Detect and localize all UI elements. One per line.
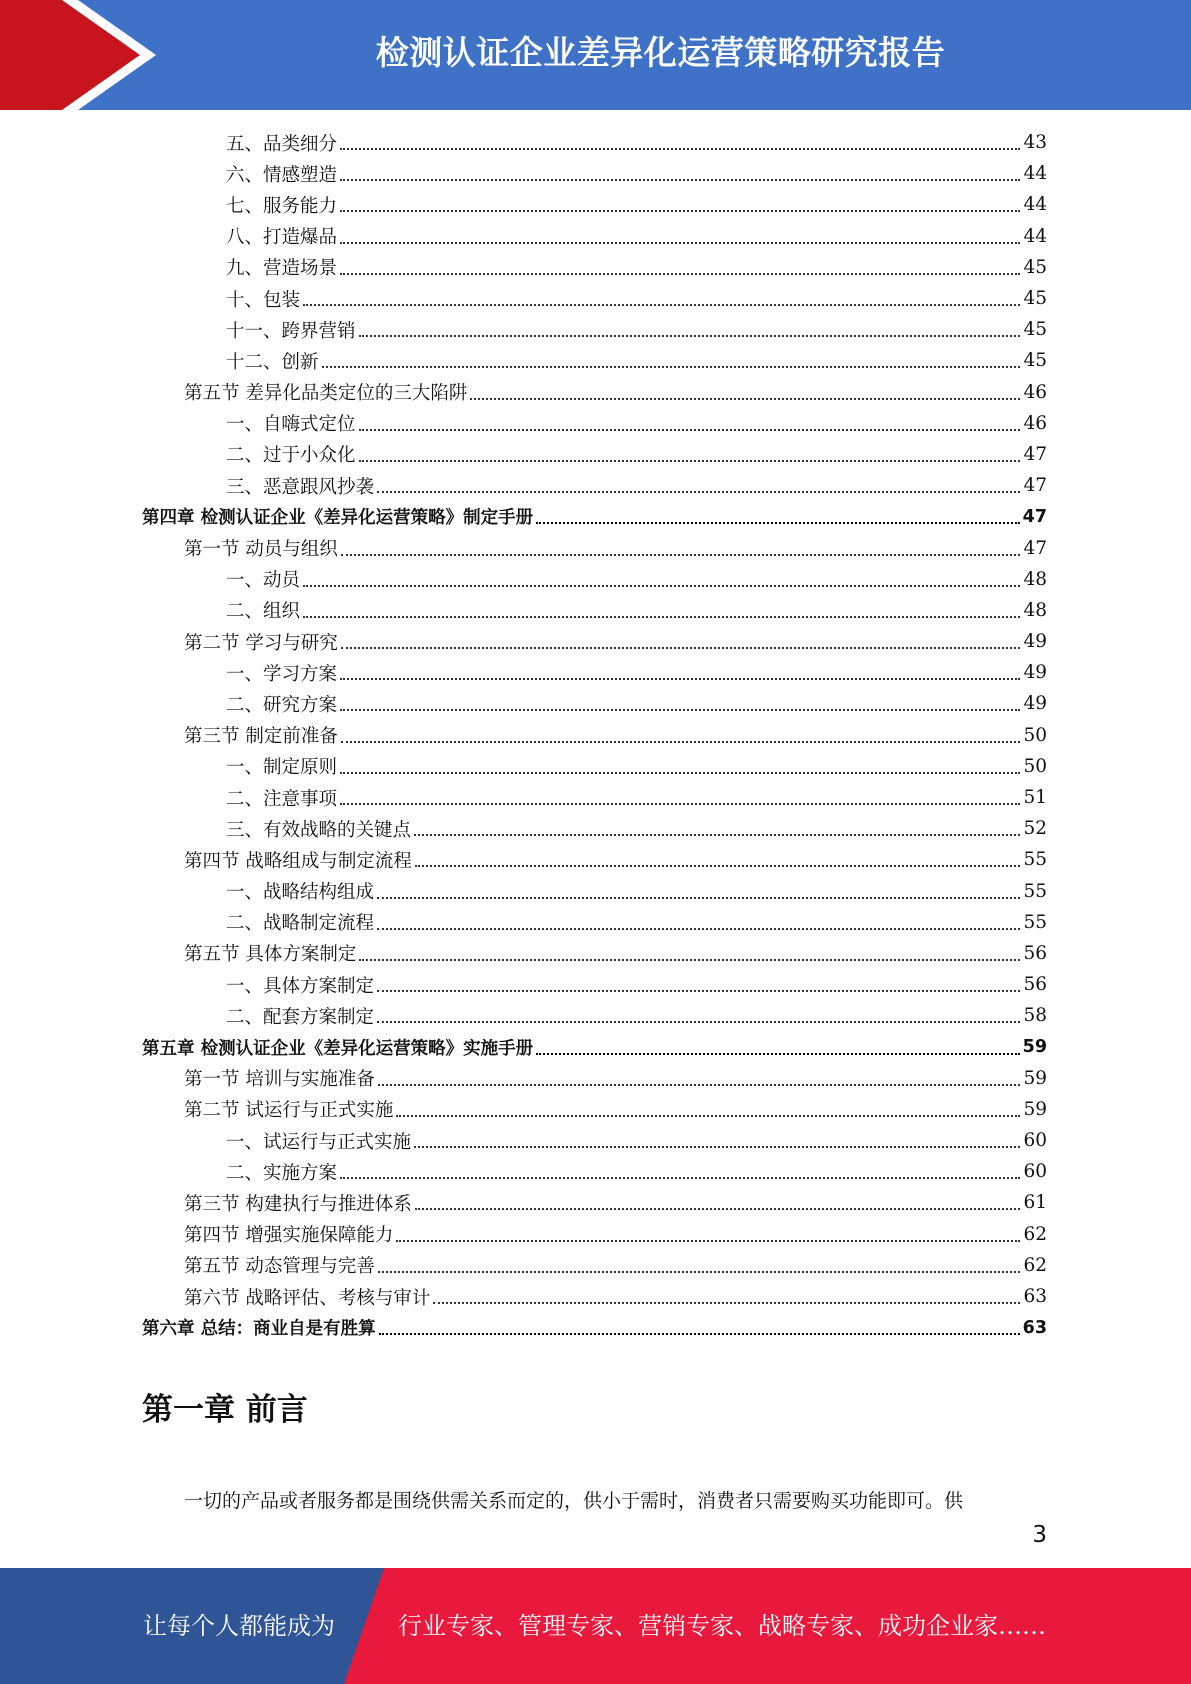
toc-entry-title: 二、配套方案制定 <box>226 1006 375 1028</box>
toc-entry-page: 60 <box>1023 1130 1047 1152</box>
footer-slogan-right: 行业专家、管理专家、营销专家、战略专家、成功企业家…… <box>398 1612 1046 1640</box>
toc-entry-item[interactable] <box>142 1000 1047 1031</box>
toc-entry-page: 44 <box>1023 194 1047 216</box>
toc-entry-section[interactable] <box>142 626 1047 657</box>
toc-entry-page: 62 <box>1023 1223 1047 1245</box>
toc-entry-page: 55 <box>1023 849 1047 871</box>
toc-entry-title: 一、制定原则 <box>226 757 338 779</box>
toc-leader-dots <box>414 833 1020 836</box>
toc-entry-page: 59 <box>1023 1067 1047 1089</box>
body-paragraph: 一切的产品或者服务都是围绕供需关系而定的，供小于需时，消费者只需要购买功能即可。供 <box>184 1490 964 1512</box>
toc-entry-title: 十、包装 <box>226 289 301 311</box>
toc-entry-item[interactable] <box>142 688 1047 719</box>
toc-entry-page: 49 <box>1023 662 1047 684</box>
toc-entry-item[interactable] <box>142 657 1047 688</box>
toc-entry-item[interactable] <box>142 127 1047 158</box>
toc-entry-page: 55 <box>1023 911 1047 933</box>
page-header <box>0 0 1191 110</box>
toc-entry-page: 60 <box>1023 1161 1047 1183</box>
toc-entry-page: 52 <box>1023 818 1047 840</box>
toc-leader-dots <box>340 771 1020 774</box>
toc-entry-title: 二、过于小众化 <box>226 445 356 467</box>
toc-entry-title: 一、动员 <box>226 570 301 592</box>
toc-entry-page: 49 <box>1023 631 1047 653</box>
toc-entry-title: 二、战略制定流程 <box>226 913 375 935</box>
toc-entry-title: 六、情感塑造 <box>226 164 338 186</box>
toc-entry-chapter[interactable] <box>142 1031 1047 1062</box>
toc-entry-page: 44 <box>1023 225 1047 247</box>
toc-leader-dots <box>340 1176 1020 1179</box>
toc-leader-dots <box>379 1332 1020 1335</box>
toc-entry-title: 第一节 培训与实施准备 <box>184 1069 375 1091</box>
toc-leader-dots <box>378 1270 1021 1273</box>
toc-entry-title: 二、组织 <box>226 601 301 623</box>
toc-entry-chapter[interactable] <box>142 501 1047 532</box>
toc-entry-page: 45 <box>1023 288 1047 310</box>
toc-entry-title: 二、研究方案 <box>226 694 338 716</box>
toc-leader-dots <box>340 209 1020 212</box>
toc-leader-dots <box>415 864 1021 867</box>
toc-entry-item[interactable] <box>142 564 1047 595</box>
toc-entry-page: 47 <box>1023 475 1047 497</box>
toc-entry-item[interactable] <box>142 158 1047 189</box>
toc-leader-dots <box>470 397 1020 400</box>
toc-entry-page: 50 <box>1023 755 1047 777</box>
toc-entry-section[interactable] <box>142 720 1047 751</box>
toc-entry-page: 47 <box>1023 537 1047 559</box>
toc-entry-item[interactable] <box>142 595 1047 626</box>
toc-leader-dots <box>340 708 1020 711</box>
toc-entry-title: 五、品类细分 <box>226 133 338 155</box>
toc-entry-title: 一、试运行与正式实施 <box>226 1131 412 1153</box>
toc-entry-title: 第三节 制定前准备 <box>184 726 338 748</box>
toc-leader-dots <box>340 802 1020 805</box>
toc-entry-section[interactable] <box>142 532 1047 563</box>
toc-entry-title: 三、恶意跟风抄袭 <box>226 476 375 498</box>
toc-entry-item[interactable] <box>142 813 1047 844</box>
toc-entry-page: 59 <box>1023 1098 1047 1120</box>
toc-entry-title: 第四节 增强实施保障能力 <box>184 1225 394 1247</box>
toc-entry-section[interactable] <box>142 1094 1047 1125</box>
toc-leader-dots <box>359 428 1021 431</box>
toc-entry-item[interactable] <box>142 1156 1047 1187</box>
toc-leader-dots <box>341 740 1021 743</box>
toc-entry-page: 45 <box>1023 350 1047 372</box>
toc-entry-title: 第五章 检测认证企业《差异化运营策略》实施手册 <box>142 1038 534 1059</box>
toc-leader-dots <box>536 1052 1020 1055</box>
toc-entry-page: 43 <box>1023 132 1047 154</box>
toc-entry-item[interactable] <box>142 283 1047 314</box>
toc-entry-page: 58 <box>1023 1005 1047 1027</box>
toc-entry-section[interactable] <box>142 1063 1047 1094</box>
toc-entry-chapter[interactable] <box>142 1312 1047 1343</box>
toc-entry-page: 61 <box>1023 1192 1047 1214</box>
toc-entry-section[interactable] <box>142 1250 1047 1281</box>
toc-entry-item[interactable] <box>142 221 1047 252</box>
page-footer <box>0 1568 1191 1684</box>
toc-entry-title: 第六章 总结：商业自是有胜算 <box>142 1319 376 1340</box>
toc-entry-section[interactable] <box>142 938 1047 969</box>
toc-entry-title: 第三节 构建执行与推进体系 <box>184 1193 412 1215</box>
toc-entry-page: 45 <box>1023 319 1047 341</box>
toc-entry-title: 第二节 试运行与正式实施 <box>184 1100 394 1122</box>
toc-leader-dots <box>340 677 1020 680</box>
toc-entry-title: 一、战略结构组成 <box>226 882 375 904</box>
toc-leader-dots <box>378 1083 1021 1086</box>
toc-entry-section[interactable] <box>142 1187 1047 1218</box>
toc-entry-page: 46 <box>1023 381 1047 403</box>
toc-entry-item[interactable] <box>142 1125 1047 1156</box>
toc-leader-dots <box>377 927 1020 930</box>
toc-leader-dots <box>377 896 1020 899</box>
toc-leader-dots <box>340 147 1020 150</box>
toc-entry-item[interactable] <box>142 345 1047 376</box>
toc-leader-dots <box>303 584 1020 587</box>
toc-entry-title: 第五节 具体方案制定 <box>184 944 357 966</box>
toc-entry-page: 47 <box>1022 506 1047 527</box>
toc-leader-dots <box>359 334 1021 337</box>
toc-leader-dots <box>414 1145 1020 1148</box>
toc-entry-section[interactable] <box>142 1281 1047 1312</box>
toc-leader-dots <box>303 615 1020 618</box>
toc-leader-dots <box>322 365 1021 368</box>
toc-leader-dots <box>377 989 1020 992</box>
toc-entry-page: 51 <box>1023 787 1047 809</box>
toc-entry-title: 七、服务能力 <box>226 195 338 217</box>
toc-entry-title: 十二、创新 <box>226 351 319 373</box>
toc-entry-title: 第四章 检测认证企业《差异化运营策略》制定手册 <box>142 508 534 529</box>
toc-entry-item[interactable] <box>142 314 1047 345</box>
toc-leader-dots <box>341 646 1021 649</box>
toc-entry-page: 62 <box>1023 1254 1047 1276</box>
report-title: 检测认证企业差异化运营策略研究报告 <box>375 33 946 72</box>
toc-leader-dots <box>340 241 1020 244</box>
toc-leader-dots <box>359 958 1020 961</box>
toc-entry-title: 十一、跨界营销 <box>226 320 356 342</box>
toc-leader-dots <box>433 1301 1020 1304</box>
page-number: 3 <box>1032 1522 1047 1548</box>
toc-entry-title: 第六节 战略评估、考核与审计 <box>184 1287 431 1309</box>
toc-entry-page: 44 <box>1023 163 1047 185</box>
toc-entry-page: 50 <box>1023 724 1047 746</box>
toc-entry-page: 47 <box>1023 443 1047 465</box>
toc-entry-title: 二、注意事项 <box>226 788 338 810</box>
toc-leader-dots <box>359 459 1021 462</box>
toc-leader-dots <box>341 553 1021 556</box>
toc-entry-page: 45 <box>1023 256 1047 278</box>
toc-entry-section[interactable] <box>142 377 1047 408</box>
toc-entry-page: 63 <box>1023 1286 1047 1308</box>
toc-leader-dots <box>377 1020 1020 1023</box>
toc-entry-page: 63 <box>1022 1317 1047 1338</box>
toc-entry-item[interactable] <box>142 876 1047 907</box>
toc-entry-title: 一、自嗨式定位 <box>226 414 356 436</box>
toc-entry-item[interactable] <box>142 969 1047 1000</box>
chapter-heading: 第一章 前言 <box>142 1392 308 1428</box>
toc-entry-page: 59 <box>1022 1037 1047 1058</box>
toc-entry-item[interactable] <box>142 751 1047 782</box>
toc-leader-dots <box>303 303 1020 306</box>
toc-entry-title: 第一节 动员与组织 <box>184 539 338 561</box>
toc-entry-page: 46 <box>1023 412 1047 434</box>
toc-entry-title: 第四节 战略组成与制定流程 <box>184 850 412 872</box>
toc-leader-dots <box>377 490 1020 493</box>
toc-entry-title: 一、具体方案制定 <box>226 975 375 997</box>
toc-entry-title: 二、实施方案 <box>226 1162 338 1184</box>
toc-entry-item[interactable] <box>142 782 1047 813</box>
toc-entry-page: 55 <box>1023 880 1047 902</box>
toc-leader-dots <box>396 1114 1020 1117</box>
toc-entry-item[interactable] <box>142 439 1047 470</box>
toc-entry-title: 第五节 差异化品类定位的三大陷阱 <box>184 383 468 405</box>
table-of-contents <box>142 127 1047 1343</box>
toc-entry-page: 49 <box>1023 693 1047 715</box>
toc-entry-title: 一、学习方案 <box>226 663 338 685</box>
toc-entry-section[interactable] <box>142 1219 1047 1250</box>
toc-leader-dots <box>396 1239 1020 1242</box>
toc-entry-item[interactable] <box>142 252 1047 283</box>
toc-leader-dots <box>415 1207 1021 1210</box>
toc-entry-title: 第五节 动态管理与完善 <box>184 1256 375 1278</box>
toc-entry-page: 48 <box>1023 599 1047 621</box>
toc-entry-item[interactable] <box>142 408 1047 439</box>
toc-entry-item[interactable] <box>142 470 1047 501</box>
footer-slogan-left: 让每个人都能成为 <box>143 1612 335 1640</box>
toc-entry-title: 八、打造爆品 <box>226 227 338 249</box>
toc-entry-title: 九、营造场景 <box>226 258 338 280</box>
toc-entry-page: 56 <box>1023 942 1047 964</box>
toc-entry-item[interactable] <box>142 189 1047 220</box>
toc-entry-item[interactable] <box>142 907 1047 938</box>
toc-entry-page: 48 <box>1023 568 1047 590</box>
toc-leader-dots <box>340 178 1020 181</box>
toc-entry-section[interactable] <box>142 844 1047 875</box>
toc-leader-dots <box>340 272 1020 275</box>
toc-entry-title: 三、有效战略的关键点 <box>226 819 412 841</box>
toc-entry-title: 第二节 学习与研究 <box>184 632 338 654</box>
toc-entry-page: 56 <box>1023 974 1047 996</box>
toc-leader-dots <box>536 521 1020 524</box>
